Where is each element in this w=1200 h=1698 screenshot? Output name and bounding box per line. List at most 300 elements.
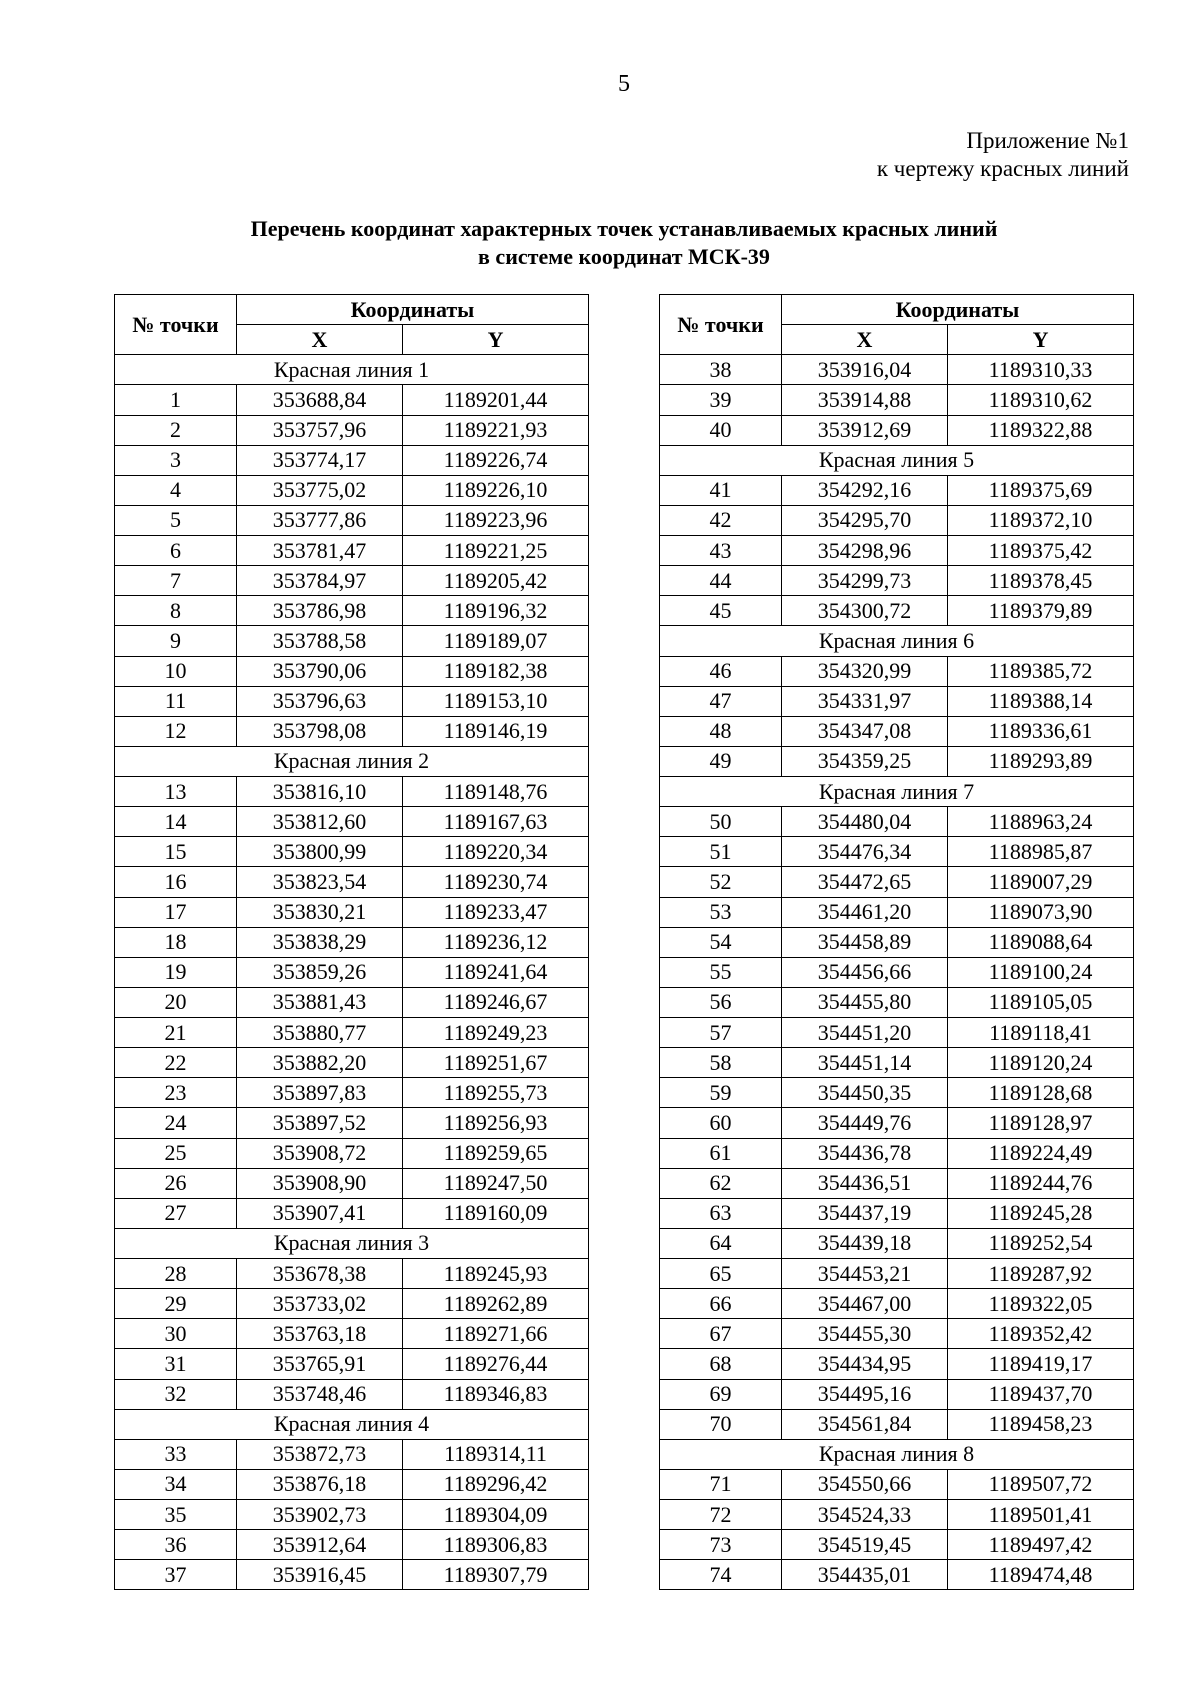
table-row [660,1078,1134,1108]
table-row [115,1379,589,1409]
point-number-cell: 64 [660,1228,782,1258]
table-row [115,1259,589,1289]
appendix-note [877,127,1129,183]
table-row [660,1048,1134,1078]
table-row [115,957,589,987]
point-number-cell: 45 [660,596,782,626]
y-coordinate-cell: 1189497,42 [948,1530,1134,1560]
y-coordinate-cell: 1189128,97 [948,1108,1134,1138]
title-line-1: Перечень координат характерных точек устанавливаемых красных линий [250,216,998,241]
x-coordinate-cell: 353816,10 [237,777,403,807]
table-row [115,505,589,535]
y-coordinate-cell: 1189118,41 [948,1018,1134,1048]
table-row [660,385,1134,415]
title-line-2: в системе координат МСК-39 [478,244,770,269]
x-coordinate-cell: 354451,14 [782,1048,948,1078]
table-row [660,746,1134,776]
point-number-cell: 63 [660,1198,782,1228]
y-coordinate-cell: 1189271,66 [403,1319,589,1349]
y-coordinate-cell: 1189388,14 [948,686,1134,716]
point-number-cell: 4 [115,475,237,505]
x-coordinate-cell: 353775,02 [237,475,403,505]
point-number-cell: 22 [115,1048,237,1078]
y-coordinate-cell: 1189128,68 [948,1078,1134,1108]
table-row [115,1138,589,1168]
table-row [660,1500,1134,1530]
x-coordinate-cell: 354524,33 [782,1500,948,1530]
page-number: 5 [618,71,630,97]
y-coordinate-cell: 1189148,76 [403,777,589,807]
y-coordinate-cell: 1189230,74 [403,867,589,897]
point-number-cell: 49 [660,746,782,776]
y-coordinate-cell: 1189221,93 [403,415,589,445]
y-coordinate-cell: 1189346,83 [403,1379,589,1409]
section-label: Красная линия 2 [115,746,589,776]
x-coordinate-cell: 353688,84 [237,385,403,415]
x-coordinate-cell: 354300,72 [782,596,948,626]
table-row [115,1560,589,1590]
y-coordinate-cell: 1189220,34 [403,837,589,867]
x-coordinate-cell: 353897,83 [237,1078,403,1108]
point-number-cell: 7 [115,566,237,596]
point-number-cell: 23 [115,1078,237,1108]
y-coordinate-cell: 1189287,92 [948,1259,1134,1289]
y-coordinate-cell: 1189336,61 [948,716,1134,746]
point-number-cell: 17 [115,897,237,927]
x-coordinate-cell: 354480,04 [782,807,948,837]
y-coordinate-cell: 1189262,89 [403,1289,589,1319]
point-number-cell: 51 [660,837,782,867]
point-number-cell: 6 [115,536,237,566]
table-row [660,1198,1134,1228]
section-row [115,746,589,776]
table-row [660,897,1134,927]
table-row [115,897,589,927]
point-number-cell: 50 [660,807,782,837]
y-coordinate-cell: 1189105,05 [948,987,1134,1017]
x-coordinate-cell: 354299,73 [782,566,948,596]
y-coordinate-cell: 1189293,89 [948,746,1134,776]
point-number-cell: 34 [115,1469,237,1499]
x-coordinate-cell: 353830,21 [237,897,403,927]
table-row [660,1138,1134,1168]
point-number-cell: 10 [115,656,237,686]
x-coordinate-cell: 354436,78 [782,1138,948,1168]
x-coordinate-cell: 354450,35 [782,1078,948,1108]
point-number-cell: 39 [660,385,782,415]
appendix-line-1: Приложение №1 [966,128,1129,153]
point-number-cell: 58 [660,1048,782,1078]
x-coordinate-cell: 353798,08 [237,716,403,746]
point-number-cell: 20 [115,987,237,1017]
point-number-cell: 70 [660,1409,782,1439]
section-label: Красная линия 4 [115,1409,589,1439]
point-number-cell: 33 [115,1439,237,1469]
x-coordinate-cell: 353784,97 [237,566,403,596]
table-row [115,656,589,686]
x-coordinate-cell: 353882,20 [237,1048,403,1078]
x-coordinate-cell: 354347,08 [782,716,948,746]
x-coordinate-cell: 353880,77 [237,1018,403,1048]
document-title [0,215,1200,271]
x-coordinate-cell: 354519,45 [782,1530,948,1560]
table-row [660,1259,1134,1289]
y-coordinate-cell: 1189146,19 [403,716,589,746]
point-number-cell: 21 [115,1018,237,1048]
table-row [660,1228,1134,1258]
x-coordinate-cell: 353872,73 [237,1439,403,1469]
table-row [115,566,589,596]
y-coordinate-cell: 1189226,10 [403,475,589,505]
y-coordinate-cell: 1189236,12 [403,927,589,957]
x-coordinate-cell: 354437,19 [782,1198,948,1228]
x-coordinate-cell: 354456,66 [782,957,948,987]
coordinates-table-left [114,294,589,1590]
x-coordinate-cell: 353838,29 [237,927,403,957]
point-number-cell: 42 [660,505,782,535]
section-label: Красная линия 7 [660,777,1134,807]
x-coordinate-cell: 353907,41 [237,1198,403,1228]
x-coordinate-cell: 354451,20 [782,1018,948,1048]
table-row [115,1439,589,1469]
y-coordinate-cell: 1189205,42 [403,566,589,596]
table-row [660,596,1134,626]
point-number-cell: 16 [115,867,237,897]
y-coordinate-cell: 1189252,54 [948,1228,1134,1258]
table-row [660,1349,1134,1379]
section-label: Красная линия 1 [115,355,589,385]
y-coordinate-cell: 1189224,49 [948,1138,1134,1168]
y-coordinate-cell: 1189385,72 [948,656,1134,686]
x-coordinate-cell: 353897,52 [237,1108,403,1138]
x-coordinate-cell: 353914,88 [782,385,948,415]
x-coordinate-cell: 354439,18 [782,1228,948,1258]
section-label: Красная линия 5 [660,445,1134,475]
y-coordinate-cell: 1189378,45 [948,566,1134,596]
x-coordinate-cell: 354449,76 [782,1108,948,1138]
table-row [115,1500,589,1530]
x-coordinate-cell: 353790,06 [237,656,403,686]
point-number-cell: 55 [660,957,782,987]
x-coordinate-cell: 353777,86 [237,505,403,535]
table-row [660,837,1134,867]
x-coordinate-cell: 353912,69 [782,415,948,445]
point-number-cell: 65 [660,1259,782,1289]
point-number-cell: 27 [115,1198,237,1228]
point-number-cell: 15 [115,837,237,867]
point-number-cell: 43 [660,536,782,566]
x-coordinate-cell: 353781,47 [237,536,403,566]
table-row [115,385,589,415]
section-label: Красная линия 3 [115,1228,589,1258]
table-row [660,1168,1134,1198]
y-coordinate-cell: 1188963,24 [948,807,1134,837]
x-coordinate-cell: 353678,38 [237,1259,403,1289]
y-header: Y [403,325,589,355]
point-number-cell: 71 [660,1469,782,1499]
point-number-cell: 41 [660,475,782,505]
x-coordinate-cell: 354359,25 [782,746,948,776]
x-coordinate-cell: 354298,96 [782,536,948,566]
table-row [115,626,589,656]
y-coordinate-cell: 1189501,41 [948,1500,1134,1530]
table-row [660,1319,1134,1349]
table-row [660,1379,1134,1409]
x-coordinate-cell: 353796,63 [237,686,403,716]
y-coordinate-cell: 1189007,29 [948,867,1134,897]
y-coordinate-cell: 1189088,64 [948,927,1134,957]
table-row [660,867,1134,897]
table-row [115,1018,589,1048]
table-row [115,415,589,445]
section-row [115,1409,589,1439]
section-row [660,777,1134,807]
x-coordinate-cell: 353916,04 [782,355,948,385]
y-coordinate-cell: 1189241,64 [403,957,589,987]
x-coordinate-cell: 353912,64 [237,1530,403,1560]
section-row [660,626,1134,656]
point-number-cell: 5 [115,505,237,535]
y-coordinate-cell: 1189196,32 [403,596,589,626]
point-number-cell: 46 [660,656,782,686]
point-number-cell: 9 [115,626,237,656]
x-coordinate-cell: 354495,16 [782,1379,948,1409]
table-row [660,475,1134,505]
point-number-cell: 32 [115,1379,237,1409]
point-number-cell: 61 [660,1138,782,1168]
table-row [660,1409,1134,1439]
x-coordinate-cell: 354292,16 [782,475,948,505]
x-coordinate-cell: 353916,45 [237,1560,403,1590]
x-coordinate-cell: 354467,00 [782,1289,948,1319]
y-coordinate-cell: 1189259,65 [403,1138,589,1168]
table-row [115,927,589,957]
x-coordinate-cell: 353859,26 [237,957,403,987]
point-number-cell: 1 [115,385,237,415]
point-number-cell: 57 [660,1018,782,1048]
table-row [115,1349,589,1379]
table-row [115,716,589,746]
section-row [660,1439,1134,1469]
y-coordinate-cell: 1189322,05 [948,1289,1134,1319]
point-number-cell: 14 [115,807,237,837]
point-number-cell: 56 [660,987,782,1017]
table-row [115,987,589,1017]
y-coordinate-cell: 1189306,83 [403,1530,589,1560]
y-coordinate-cell: 1189372,10 [948,505,1134,535]
table-row [660,1469,1134,1499]
table-row [115,837,589,867]
y-coordinate-cell: 1189246,67 [403,987,589,1017]
x-coordinate-cell: 354461,20 [782,897,948,927]
table-row [115,1289,589,1319]
table-row [660,355,1134,385]
x-coordinate-cell: 354453,21 [782,1259,948,1289]
x-coordinate-cell: 353876,18 [237,1469,403,1499]
point-number-cell: 31 [115,1349,237,1379]
point-number-cell: 24 [115,1108,237,1138]
y-coordinate-cell: 1189375,69 [948,475,1134,505]
x-coordinate-cell: 354458,89 [782,927,948,957]
x-coordinate-cell: 354476,34 [782,837,948,867]
point-number-cell: 69 [660,1379,782,1409]
y-coordinate-cell: 1189314,11 [403,1439,589,1469]
point-number-cell: 35 [115,1500,237,1530]
point-number-cell: 67 [660,1319,782,1349]
table-row [660,987,1134,1017]
y-coordinate-cell: 1189247,50 [403,1168,589,1198]
y-coordinate-cell: 1189245,28 [948,1198,1134,1228]
y-coordinate-cell: 1189201,44 [403,385,589,415]
y-coordinate-cell: 1189296,42 [403,1469,589,1499]
y-coordinate-cell: 1189276,44 [403,1349,589,1379]
table-row [660,1530,1134,1560]
coordinates-header: Координаты [237,295,589,325]
point-number-cell: 18 [115,927,237,957]
x-coordinate-cell: 353908,72 [237,1138,403,1168]
table-row [115,536,589,566]
table-row [660,566,1134,596]
table-row [660,1018,1134,1048]
y-coordinate-cell: 1189507,72 [948,1469,1134,1499]
y-coordinate-cell: 1189100,24 [948,957,1134,987]
table-row [660,927,1134,957]
table-row [660,807,1134,837]
point-number-cell: 38 [660,355,782,385]
y-coordinate-cell: 1189352,42 [948,1319,1134,1349]
appendix-line-2: к чертежу красных линий [876,156,1129,181]
section-row [115,1228,589,1258]
section-row [115,355,589,385]
y-coordinate-cell: 1189419,17 [948,1349,1134,1379]
y-header: Y [948,325,1134,355]
point-number-header: № точки [660,295,782,355]
table-row [660,505,1134,535]
x-coordinate-cell: 353774,17 [237,445,403,475]
point-number-cell: 8 [115,596,237,626]
x-coordinate-cell: 353748,46 [237,1379,403,1409]
section-label: Красная линия 6 [660,626,1134,656]
point-number-header: № точки [115,295,237,355]
point-number-cell: 30 [115,1319,237,1349]
y-coordinate-cell: 1189437,70 [948,1379,1134,1409]
x-coordinate-cell: 354435,01 [782,1560,948,1590]
y-coordinate-cell: 1189223,96 [403,505,589,535]
x-coordinate-cell: 353763,18 [237,1319,403,1349]
x-coordinate-cell: 353812,60 [237,807,403,837]
x-coordinate-cell: 353908,90 [237,1168,403,1198]
point-number-cell: 44 [660,566,782,596]
point-number-cell: 40 [660,415,782,445]
x-coordinate-cell: 354455,30 [782,1319,948,1349]
x-coordinate-cell: 353765,91 [237,1349,403,1379]
y-coordinate-cell: 1189375,42 [948,536,1134,566]
table-row [660,1289,1134,1319]
table-row [115,1168,589,1198]
y-coordinate-cell: 1189256,93 [403,1108,589,1138]
point-number-cell: 37 [115,1560,237,1590]
x-coordinate-cell: 354295,70 [782,505,948,535]
point-number-cell: 68 [660,1349,782,1379]
x-coordinate-cell: 354550,66 [782,1469,948,1499]
point-number-cell: 3 [115,445,237,475]
x-coordinate-cell: 354331,97 [782,686,948,716]
point-number-cell: 12 [115,716,237,746]
table-row [660,415,1134,445]
table-row [115,777,589,807]
table-row [115,1078,589,1108]
point-number-cell: 48 [660,716,782,746]
table-row [115,475,589,505]
point-number-cell: 25 [115,1138,237,1168]
point-number-cell: 2 [115,415,237,445]
point-number-cell: 26 [115,1168,237,1198]
y-coordinate-cell: 1189458,23 [948,1409,1134,1439]
section-label: Красная линия 8 [660,1439,1134,1469]
y-coordinate-cell: 1189307,79 [403,1560,589,1590]
y-coordinate-cell: 1189233,47 [403,897,589,927]
y-coordinate-cell: 1189182,38 [403,656,589,686]
y-coordinate-cell: 1189189,07 [403,626,589,656]
y-coordinate-cell: 1189251,67 [403,1048,589,1078]
coordinates-table-right [659,294,1134,1590]
point-number-cell: 66 [660,1289,782,1319]
y-coordinate-cell: 1189167,63 [403,807,589,837]
table-row [115,1108,589,1138]
y-coordinate-cell: 1189073,90 [948,897,1134,927]
y-coordinate-cell: 1189153,10 [403,686,589,716]
y-coordinate-cell: 1189310,33 [948,355,1134,385]
point-number-cell: 54 [660,927,782,957]
table-row [115,1198,589,1228]
point-number-cell: 52 [660,867,782,897]
y-coordinate-cell: 1189245,93 [403,1259,589,1289]
point-number-cell: 29 [115,1289,237,1319]
x-coordinate-cell: 353786,98 [237,596,403,626]
x-coordinate-cell: 353800,99 [237,837,403,867]
table-row [115,445,589,475]
x-coordinate-cell: 354561,84 [782,1409,948,1439]
coordinates-header: Координаты [782,295,1134,325]
point-number-cell: 47 [660,686,782,716]
y-coordinate-cell: 1189310,62 [948,385,1134,415]
point-number-cell: 13 [115,777,237,807]
table-row [660,686,1134,716]
x-coordinate-cell: 354472,65 [782,867,948,897]
table-row [115,867,589,897]
y-coordinate-cell: 1189226,74 [403,445,589,475]
table-row [660,536,1134,566]
point-number-cell: 28 [115,1259,237,1289]
x-coordinate-cell: 354455,80 [782,987,948,1017]
table-row [115,1319,589,1349]
point-number-cell: 72 [660,1500,782,1530]
x-coordinate-cell: 354436,51 [782,1168,948,1198]
x-header: X [237,325,403,355]
table-row [660,1560,1134,1590]
x-header: X [782,325,948,355]
y-coordinate-cell: 1189120,24 [948,1048,1134,1078]
x-coordinate-cell: 354320,99 [782,656,948,686]
y-coordinate-cell: 1189244,76 [948,1168,1134,1198]
point-number-cell: 53 [660,897,782,927]
table-row [115,1530,589,1560]
x-coordinate-cell: 353902,73 [237,1500,403,1530]
point-number-cell: 73 [660,1530,782,1560]
table-row [660,1108,1134,1138]
x-coordinate-cell: 354434,95 [782,1349,948,1379]
point-number-cell: 60 [660,1108,782,1138]
